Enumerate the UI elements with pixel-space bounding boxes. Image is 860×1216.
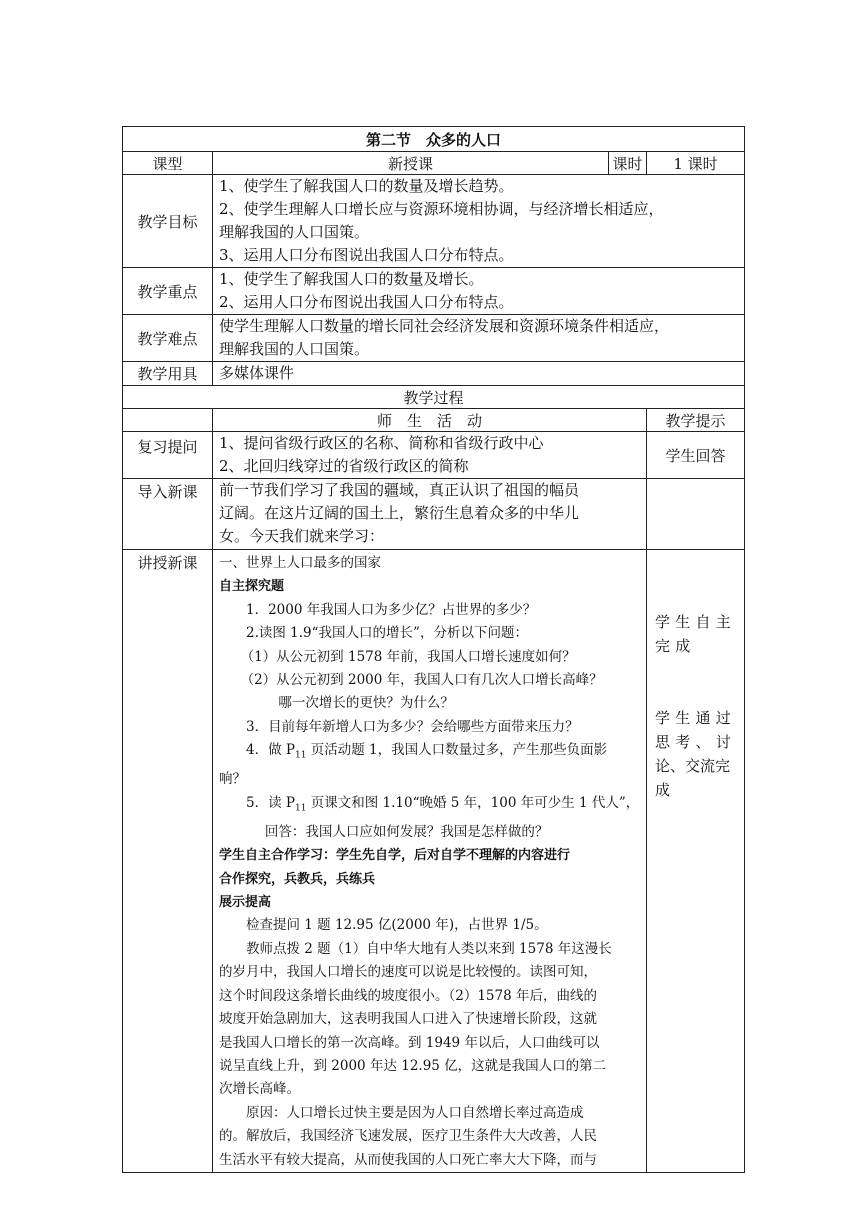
question-2a: （1）从公元初到 1578 年前，我国人口增长速度如何？ <box>240 648 576 665</box>
coop-line-1: 学生自主合作学习：学生先自学，后对自学不理解的内容进行 <box>219 848 571 864</box>
teach-hints <box>647 550 745 1173</box>
intro-hint-cell <box>647 479 745 550</box>
review-label: 复习提问 <box>123 432 213 479</box>
hint-line: 学生通过 <box>655 709 737 727</box>
show-heading: 展示提高 <box>219 895 272 911</box>
review-hint: 学生回答 <box>647 432 745 479</box>
hint-spacer <box>655 658 738 706</box>
question-2c: 哪一次增长的更快？为什么？ <box>278 695 454 712</box>
para1-line: 这个时间段这条增长曲线的坡度很小。（2）1578 年后，曲线的 <box>219 987 597 1004</box>
section-heading: 一、世界上人口最多的国家 <box>219 555 381 571</box>
question-2: 2.读图 1.9“我国人口的增长”，分析以下问题： <box>246 625 528 642</box>
process-header: 教学过程 <box>123 386 745 409</box>
hint-line: 思考、讨 <box>655 733 737 751</box>
para2-line: 生活水平有较大提高，从而使我国的人口死亡率大大下降，而与 <box>219 1151 597 1168</box>
review-line: 2、北回归线穿过的省级行政区的简称 <box>219 457 469 475</box>
period-label: 课时 <box>609 152 647 175</box>
self-explore-heading: 自主探究题 <box>219 579 285 595</box>
q5-prefix: 5．读 P <box>246 794 295 811</box>
hint-header: 教学提示 <box>647 409 745 432</box>
period-value: 1 课时 <box>647 152 745 175</box>
key-points-label: 教学重点 <box>123 268 213 315</box>
para1-line: 坡度开始急剧加大，这表明我国人口进入了快速增长阶段，这就 <box>219 1011 597 1028</box>
teach-content <box>213 550 647 1173</box>
intro-line: 女。今天我们就来学习： <box>219 527 385 545</box>
question-2b: （2）从公元初到 2000 年，我国人口有几次人口增长高峰？ <box>240 672 603 689</box>
key-point-line: 1、使学生了解我国人口的数量及增长。 <box>219 270 484 288</box>
course-type-value: 新授课 <box>213 152 609 175</box>
question-4 <box>219 739 640 768</box>
coop-line-2: 合作探究，兵教兵，兵练兵 <box>219 871 376 887</box>
review-line: 1、提问省级行政区的名称、简称和省级行政中心 <box>219 434 544 452</box>
q4-text: 页活动题 1，我国人口数量过多，产生那些负面影 <box>306 742 608 759</box>
para2-line: 的。解放后，我国经济飞速发展，医疗卫生条件大大改善，人民 <box>219 1128 597 1145</box>
intro-label: 导入新课 <box>123 479 213 550</box>
teach-label: 讲授新课 <box>123 550 213 1173</box>
hint-line: 完成 <box>655 637 696 655</box>
difficulties-content <box>213 315 745 362</box>
question-4-cont: 响？ <box>219 771 246 788</box>
objective-line: 1、使学生了解我国人口的数量及增长趋势。 <box>219 177 514 195</box>
key-points-content <box>213 268 745 315</box>
difficulty-line: 使学生理解人口数量的增长同社会经济发展和资源环境条件相适应， <box>219 317 670 335</box>
para1-line: 次增长高峰。 <box>219 1081 300 1098</box>
empty-header-cell <box>123 409 213 432</box>
para1-line: 说呈直线上升，到 2000 年达 12.95 亿，这就是我国人口的第二 <box>219 1057 607 1074</box>
tools-label: 教学用具 <box>123 362 213 386</box>
lesson-title: 第二节 众多的人口 <box>123 127 745 152</box>
intro-content <box>213 479 647 550</box>
objective-line: 2、使学生理解人口增长应与资源环境相协调，与经济增长相适应， <box>219 200 664 218</box>
difficulties-label: 教学难点 <box>123 315 213 362</box>
objective-line: 3、运用人口分布图说出我国人口分布特点。 <box>219 246 514 264</box>
activity-header <box>213 409 647 432</box>
objectives-label: 教学目标 <box>123 175 213 268</box>
q4-prefix: 4．做 P <box>246 742 295 759</box>
q5-subscript: 11 <box>294 803 307 814</box>
intro-line: 前一节我们学习了我国的疆域，真正认识了祖国的幅员 <box>219 481 580 499</box>
key-point-line: 2、运用人口分布图说出我国人口分布特点。 <box>219 293 514 311</box>
objective-line: 理解我国的人口国策。 <box>219 223 370 241</box>
para1-line: 是我国人口增长的第一次高峰。到 1949 年以后，人口曲线可以 <box>219 1034 600 1051</box>
tools-value: 多媒体课件 <box>213 362 745 386</box>
activity-header-text: 师 生 活 动 <box>376 411 482 430</box>
difficulty-line: 理解我国的人口国策。 <box>219 340 370 358</box>
hint-line: 成 <box>655 781 676 799</box>
question-1: 1．2000 年我国人口为多少亿？占世界的多少？ <box>246 601 537 618</box>
para2-line: 原因：人口增长过快主要是因为人口自然增长率过高造成 <box>246 1104 584 1121</box>
q5-text: 页课文和图 1.10“晚婚 5 年，100 年可少生 1 代人”， <box>306 794 640 811</box>
question-5 <box>219 792 640 821</box>
hint-line: 学生自主 <box>655 613 737 631</box>
review-content <box>213 432 647 479</box>
hint-line: 论、交流完 <box>655 757 731 775</box>
para1-line: 的岁月中，我国人口增长的速度可以说是比较慢的。读图可知， <box>219 964 597 981</box>
question-3: 3．目前每年新增人口为多少？会给哪些方面带来压力？ <box>246 718 579 735</box>
check-line: 检查提问 1 题 12.95 亿(2000 年)，占世界 1/5。 <box>246 917 548 934</box>
objectives-content <box>213 175 745 268</box>
q4-subscript: 11 <box>294 750 307 761</box>
para1-line: 教师点拨 2 题（1）自中华大地有人类以来到 1578 年这漫长 <box>246 940 612 957</box>
intro-line: 辽阔。在这片辽阔的国土上，繁衍生息着众多的中华儿 <box>219 504 580 522</box>
course-type-label: 课型 <box>123 152 213 175</box>
lesson-plan-table <box>122 126 745 1173</box>
question-5-cont: 回答：我国人口应如何发展？我国是怎样做的？ <box>264 823 549 840</box>
